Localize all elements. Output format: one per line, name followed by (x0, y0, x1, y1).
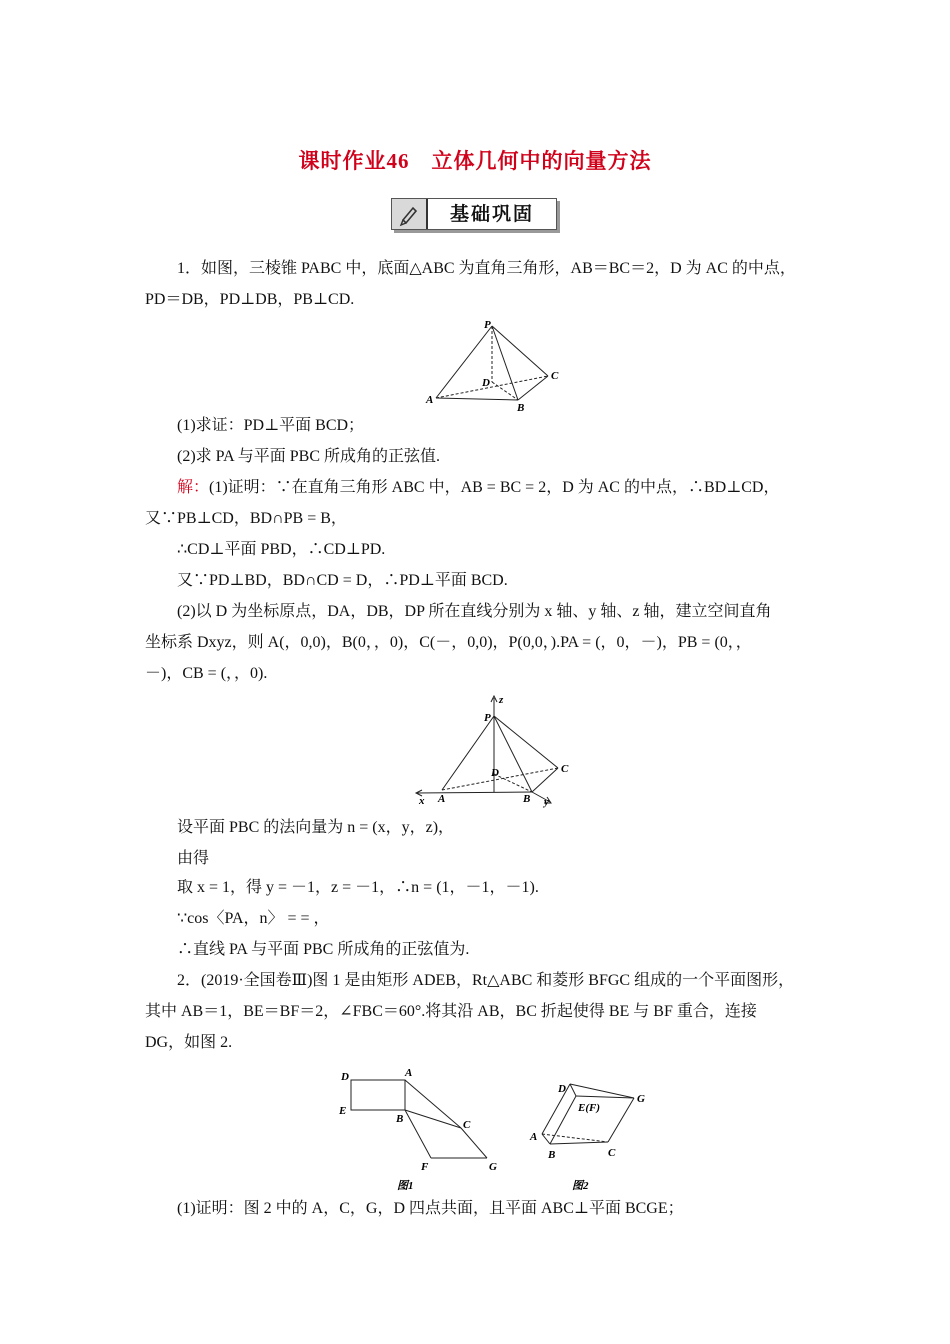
solution-line-7: －)，CB = (，，0). (145, 665, 268, 682)
solution-line-1 (177, 478, 779, 498)
label-p: P (484, 319, 491, 331)
label-g: G (489, 1161, 497, 1173)
label-c: C (608, 1147, 616, 1159)
coordinate-figure (410, 692, 585, 810)
label-a: A (426, 394, 434, 406)
label-c: C (463, 1119, 471, 1131)
label-e-f: E(F) (578, 1102, 600, 1114)
label-b: B (396, 1113, 404, 1125)
solution-line-4: 又∵PD⊥BD，BD∩CD = D，∴PD⊥平面 BCD. (177, 572, 508, 589)
section-banner (391, 198, 557, 230)
solution-text-1: (1)证明：∵在直角三角形 ABC 中，AB = BC = 2，D 为 AC 的中点，∴BD⊥CD， (209, 479, 780, 496)
solution-line-9: 由得 (177, 850, 210, 867)
label-a: A (405, 1067, 413, 1079)
solution-line-5: (2)以 D 为坐标原点，DA，DB，DP 所在直线分别为 x 轴、y 轴、z 轴，建立空间直角 (177, 603, 772, 620)
page-title: 课时作业46 立体几何中的向量方法 (298, 149, 652, 173)
q1-part2: (2)求 PA 与平面 PBC 所成角的正弦值. (177, 448, 441, 465)
label-d: D (558, 1083, 566, 1095)
label-d: D (482, 377, 490, 389)
solution-line-12: ∴直线 PA 与平面 PBC 所成角的正弦值为. (177, 941, 470, 958)
label-f: F (421, 1161, 429, 1173)
figure-2-folded (522, 1076, 662, 1194)
label-p: P (484, 712, 491, 724)
solution-line-8: 设平面 PBC 的法向量为 n = (x，y，z)， (177, 819, 455, 836)
solution-line-6: 坐标系 Dxyz，则 A(，0,0)，B(0，，0)，C(－，0,0)，P(0,0，).PA = (，0，－)，PB = (0，， (145, 634, 752, 651)
q1-line-1: 1．如图，三棱锥 PABC 中，底面△ABC 为直角三角形，AB＝BC＝2，D 为 AC 的中点， (177, 260, 796, 277)
pyramid-figure (420, 316, 570, 414)
solution-line-2: 又∵PB⊥CD，BD∩PB = B， (145, 510, 347, 527)
q2-line-2: 其中 AB＝1，BE＝BF＝2，∠FBC＝60°.将其沿 AB，BC 折起使得 BE 与 BF 重合，连接 (145, 1003, 757, 1020)
q2-line-1: 2．(2019·全国卷Ⅲ)图 1 是由矩形 ADEB，Rt△ABC 和菱形 BFGC 组成的一个平面图形， (177, 972, 795, 989)
label-d: D (341, 1071, 349, 1083)
label-d: D (491, 767, 499, 779)
figure-1-flat (335, 1064, 505, 1194)
label-b: B (548, 1149, 556, 1161)
label-e: E (339, 1105, 347, 1117)
axis-x-label: x (419, 795, 425, 807)
label-b: B (523, 793, 531, 805)
solution-line-3: ∴CD⊥平面 PBD，∴CD⊥PD. (177, 541, 386, 558)
axis-z-label: z (499, 694, 504, 706)
axis-y-label: y (544, 796, 549, 808)
q2-line-3: DG，如图 2. (145, 1034, 233, 1051)
label-c: C (561, 763, 569, 775)
solution-line-10: 取 x = 1，得 y = －1，z = －1，∴n = (1，－1，－1). (177, 879, 539, 896)
q2-part1: (1)证明：图 2 中的 A，C，G，D 四点共面，且平面 ABC⊥平面 BCGE； (177, 1200, 684, 1217)
label-g: G (637, 1093, 645, 1105)
pencil-icon (392, 199, 428, 229)
q1-part1: (1)求证：PD⊥平面 BCD； (177, 417, 365, 434)
solution-label: 解： (177, 479, 210, 496)
figure-2-caption: 图2 (572, 1180, 589, 1192)
q1-line-2: PD＝DB，PD⊥DB，PB⊥CD. (145, 291, 355, 308)
label-b: B (517, 402, 525, 414)
label-a: A (530, 1131, 538, 1143)
section-label: 基础巩固 (449, 203, 534, 225)
figure-1-caption: 图1 (397, 1180, 414, 1192)
label-c: C (551, 370, 559, 382)
solution-line-11: ∵cos〈PA，n〉 = = ， (177, 910, 330, 927)
label-a: A (438, 793, 446, 805)
